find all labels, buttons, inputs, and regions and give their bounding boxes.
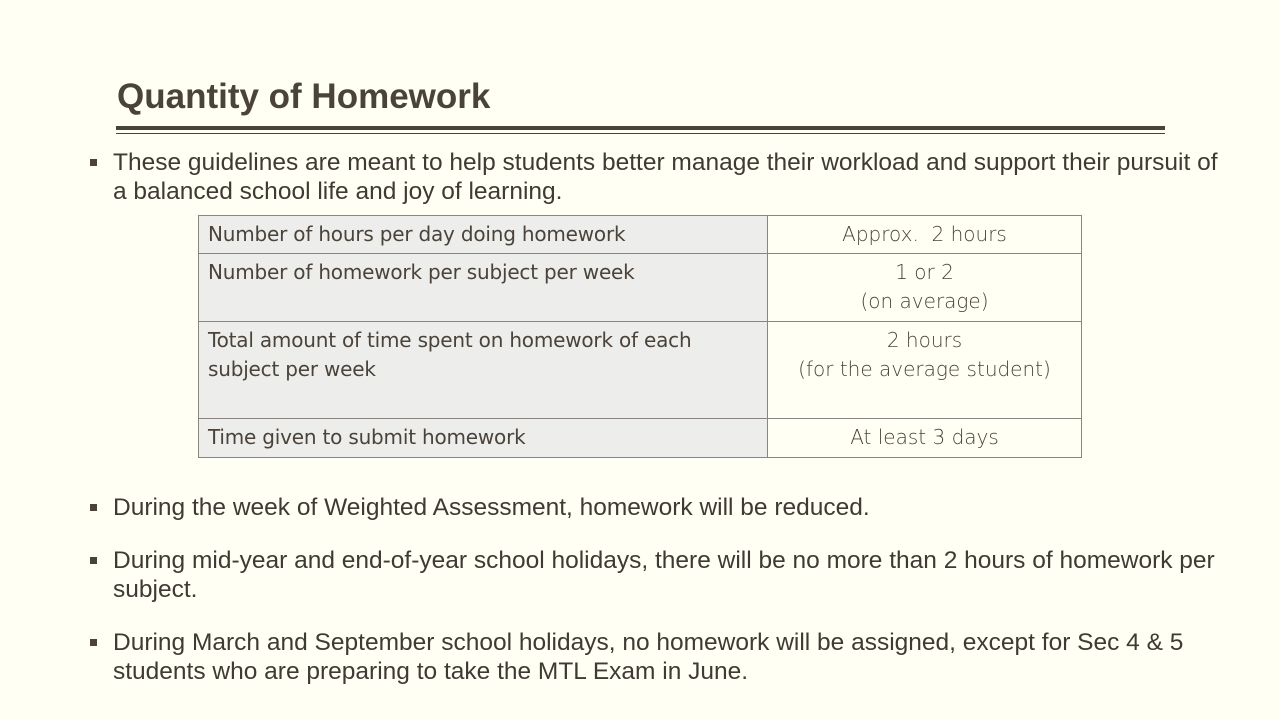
- bullet-text: During March and September school holidays, no homework will be assigned, except for Sec 4 & 5 students who are preparing to take the MTL Exam in June.: [113, 629, 1184, 685]
- bullet-marker-icon: [90, 159, 97, 166]
- bullet-text: During the week of Weighted Assessment, homework will be reduced.: [113, 494, 870, 521]
- table-row: [199, 419, 1082, 458]
- value-line-1: 1 or 2: [895, 260, 954, 284]
- slide-title: Quantity of Homework: [117, 77, 491, 116]
- table-row-label: Number of hours per day doing homework: [199, 216, 768, 254]
- table-row-label: Number of homework per subject per week: [199, 254, 768, 322]
- bullet-item: [90, 547, 1220, 604]
- table-row-value: [768, 419, 1082, 458]
- value-line-1: Approx. 2 hours: [842, 222, 1007, 246]
- table-row-value: [768, 216, 1082, 254]
- bullet-item: [90, 149, 1220, 206]
- bullet-marker-icon: [90, 557, 97, 564]
- table-row: [199, 322, 1082, 419]
- value-line-2: (on average): [860, 289, 989, 313]
- title-underline-thin: [116, 133, 1165, 134]
- table-row-label: Time given to submit homework: [199, 419, 768, 458]
- value-line-2: (for the average student): [798, 357, 1051, 381]
- table-row: [199, 254, 1082, 322]
- table-row-value: [768, 254, 1082, 322]
- table-row: [199, 216, 1082, 254]
- homework-guidelines-table: [198, 215, 1082, 458]
- value-line-1: 2 hours: [886, 328, 963, 352]
- table-row-label: Total amount of time spent on homework of each subject per week: [199, 322, 768, 419]
- table-row-value: [768, 322, 1082, 419]
- title-underline-thick: [116, 126, 1165, 130]
- bullet-item: [90, 629, 1220, 686]
- bullet-item: [90, 494, 1220, 523]
- bullet-text: These guidelines are meant to help students better manage their workload and support their pursuit of a balanced school life and joy of learning.: [113, 149, 1218, 205]
- bullet-marker-icon: [90, 639, 97, 646]
- value-line-1: At least 3 days: [850, 425, 999, 449]
- bullet-marker-icon: [90, 504, 97, 511]
- bullet-text: During mid-year and end-of-year school holidays, there will be no more than 2 hours of homework per subject.: [113, 547, 1215, 603]
